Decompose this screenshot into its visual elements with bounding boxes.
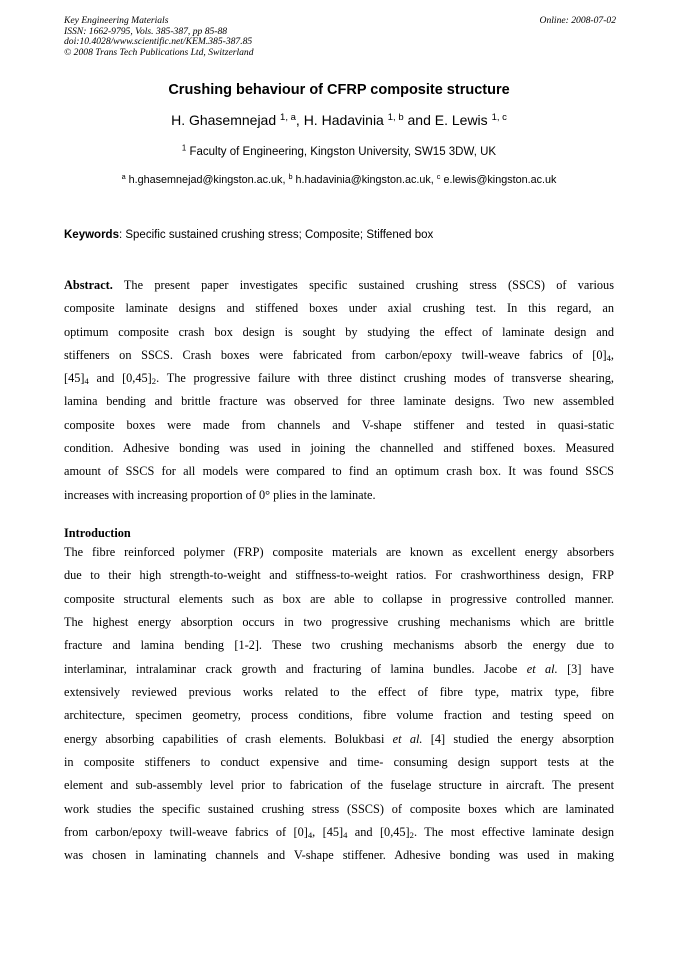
abstract-line: increases with increasing proportion of 0° plies in the laminate.	[64, 487, 376, 502]
subscript: 2	[151, 376, 157, 387]
abstract-line	[64, 344, 614, 367]
body-line: element and sub-assembly level prior to fabrication of the fuselage structure in aircraft. The present	[64, 778, 614, 793]
abstract-text: stiffeners on SSCS. Crash boxes were fabricated from carbon/epoxy twill-weave fabrics of [0]	[64, 347, 607, 362]
abstract-line: lamina bending and brittle fracture was observed for three laminate designs. Two new assembled	[64, 394, 614, 409]
journal-name: Key Engineering Materials	[64, 15, 169, 26]
body-text: energy absorbing capabilities of crash elements. Bolukbasi	[64, 731, 393, 746]
body-line: due to their high strength-to-weight and stiffness-to-weight ratios. For crashworthiness design, FRP	[64, 568, 614, 583]
abstract-text: and [0,45]	[88, 371, 152, 386]
abstract-line: optimum composite crash box design is sought by studying the effect of laminate design and	[64, 324, 614, 339]
body-line	[64, 658, 614, 681]
body-text: interlaminar, intralaminar crack growth and fracturing of lamina bundles. Jacobe	[64, 661, 527, 676]
email-list	[0, 171, 678, 186]
body-line: was chosen in laminating channels and V-shape stiffener. Adhesive bonding was used in making	[64, 848, 614, 863]
doi-line: doi:10.4028/www.scientific.net/KEM.385-387.85	[64, 36, 253, 47]
abstract-line	[64, 367, 614, 390]
abstract-label: Abstract.	[64, 278, 113, 292]
body-line: architecture, specimen geometry, process conditions, fibre volume fraction and testing speed on	[64, 708, 614, 723]
author-marker: 1, b	[387, 111, 404, 123]
section-heading: Introduction	[64, 526, 131, 540]
body-line: fracture and lamina bending [1-2]. These two crushing mechanisms absorb the energy due to	[64, 638, 614, 653]
abstract-text: [45]	[64, 371, 85, 386]
email-link[interactable]: h.ghasemnejad@kingston.ac.uk,	[128, 174, 289, 186]
issn-line: ISSN: 1662-9795, Vols. 385-387, pp 85-88	[64, 25, 228, 37]
body-line: The highest energy absorption occurs in two progressive crushing mechanisms which are brittle	[64, 615, 614, 630]
abstract-line	[64, 274, 614, 297]
body-text: . The most effective laminate design	[413, 825, 614, 840]
email-marker: a	[121, 171, 126, 181]
email-link[interactable]: e.lewis@kingston.ac.uk	[443, 174, 557, 186]
author-name: H. Ghasemnejad	[171, 112, 277, 128]
author-separator: ,	[295, 112, 304, 128]
body-text: , [45]	[312, 825, 344, 840]
introduction-body	[64, 541, 614, 868]
affiliation	[0, 143, 678, 158]
body-text: [3] have	[557, 661, 615, 676]
author-marker: 1, a	[280, 111, 296, 123]
body-line: The fibre reinforced polymer (FRP) composite materials are known as excellent energy absorbers	[64, 545, 614, 559]
keywords-label: Keywords	[64, 229, 119, 241]
body-text: and [0,45]	[347, 825, 410, 840]
subscript: 2	[409, 830, 414, 841]
body-line: in composite stiffeners to conduct expensive and time- consuming design support tests at the	[64, 755, 614, 770]
email-marker: b	[288, 171, 293, 181]
body-text: from carbon/epoxy twill-weave fabrics of [0]	[64, 825, 308, 840]
abstract-text: . The progressive failure with three distinct crushing modes of transverse shearing,	[156, 371, 614, 386]
body-line: composite structural elements such as box are able to collapse in progressive controlled manner.	[64, 591, 614, 606]
subscript: 4	[84, 376, 89, 387]
keywords-text: : Specific sustained crushing stress; Composite; Stiffened box	[118, 229, 434, 241]
author-name: E. Lewis	[434, 112, 488, 128]
paper-title: Crushing behaviour of CFRP composite structure	[168, 82, 510, 98]
copyright-line: © 2008 Trans Tech Publications Ltd, Switzerland	[64, 46, 254, 58]
affiliation-text: Faculty of Engineering, Kingston University, SW15 3DW, UK	[189, 146, 497, 158]
online-date: Online: 2008-07-02	[539, 15, 616, 26]
abstract-text: The present paper investigates specific sustained crushing stress (SSCS) of various	[112, 278, 614, 292]
italic-text: et al.	[526, 661, 558, 676]
body-line	[64, 728, 614, 751]
affiliation-marker: 1	[181, 143, 187, 153]
body-text: [4] studied the energy absorption	[422, 731, 614, 746]
body-line	[64, 821, 614, 844]
author-list	[0, 112, 678, 128]
email-link[interactable]: h.hadavinia@kingston.ac.uk,	[295, 174, 437, 186]
body-line: work studies the specific sustained crushing stress (SSCS) of composite boxes which are laminated	[64, 801, 614, 816]
journal-header	[64, 16, 616, 58]
author-name: H. Hadavinia	[303, 112, 384, 128]
keywords	[64, 229, 624, 241]
italic-text: et al.	[392, 731, 423, 746]
abstract-line: composite laminate designs and stiffened boxes under axial crushing test. In this regard, an	[64, 301, 614, 316]
author-marker: 1, c	[491, 111, 507, 123]
body-line: extensively reviewed previous works related to the effect of fibre type, matrix type, fibre	[64, 685, 614, 700]
subscript: 4	[606, 353, 611, 364]
abstract	[64, 274, 614, 507]
abstract-text: ,	[610, 347, 614, 362]
subscript: 4	[307, 830, 313, 841]
abstract-line: composite boxes were made from channels and V-shape stiffener and tested in quasi-static	[64, 417, 614, 432]
email-marker: c	[436, 171, 441, 181]
subscript: 4	[343, 830, 348, 841]
abstract-line: condition. Adhesive bonding was used in joining the channelled and stiffened boxes. Measured	[64, 441, 614, 456]
author-separator: and	[403, 112, 435, 128]
abstract-line: amount of SSCS for all models were compared to find an optimum crash box. It was found SSCS	[64, 464, 614, 479]
